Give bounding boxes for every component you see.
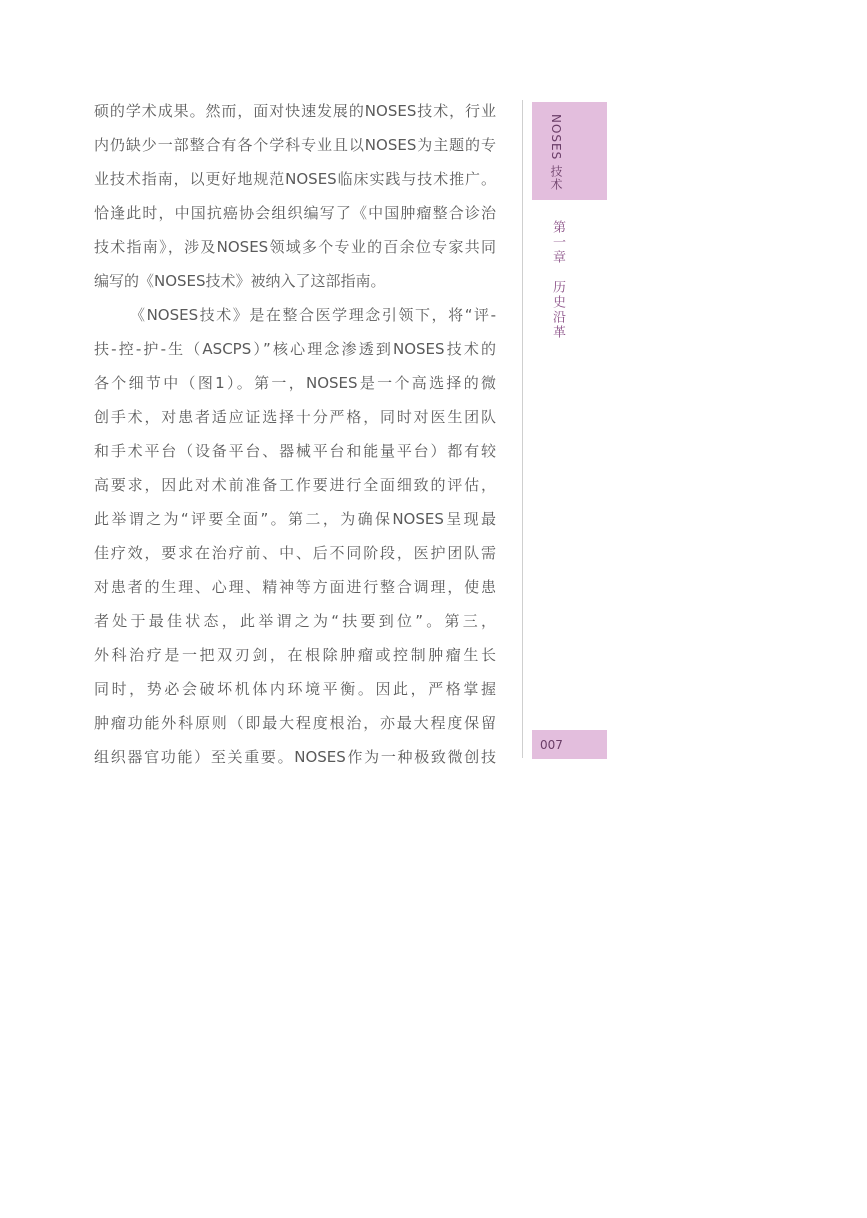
text-line: 创手术，对患者适应证选择十分严格，同时对医生团队	[94, 408, 496, 426]
text-line: 《NOSES技术》是在整合医学理念引领下，将“评-	[130, 306, 496, 324]
text-line: 技术指南》，涉及NOSES领域多个专业的百余位专家共同	[94, 238, 496, 256]
page-number: 007	[540, 738, 563, 752]
text-line: 恰逢此时，中国抗癌协会组织编写了《中国肿瘤整合诊治	[94, 204, 496, 222]
margin-divider	[522, 100, 523, 758]
text-line: 肿瘤功能外科原则（即最大程度根治，亦最大程度保留	[94, 714, 496, 732]
text-line: 此举谓之为“评要全面”。第二，为确保NOSES呈现最	[94, 510, 496, 528]
chapter-title: 第一章 历史沿革	[550, 220, 565, 340]
text-line: 硕的学术成果。然而，面对快速发展的NOSES技术，行业	[94, 102, 496, 120]
text-line: 高要求，因此对术前准备工作要进行全面细致的评估，	[94, 476, 496, 494]
text-line: 内仍缺少一部整合有各个学科专业且以NOSES为主题的专	[94, 136, 496, 154]
text-line: 外科治疗是一把双刃剑，在根除肿瘤或控制肿瘤生长	[94, 646, 496, 664]
text-line: 业技术指南，以更好地规范NOSES临床实践与技术推广。	[94, 170, 496, 188]
text-line: 编写的《NOSES技术》被纳入了这部指南。	[94, 272, 386, 290]
book-title-tab	[532, 102, 607, 200]
text-line: 佳疗效，要求在治疗前、中、后不同阶段，医护团队需	[94, 544, 496, 562]
text-line: 和手术平台（设备平台、器械平台和能量平台）都有较	[94, 442, 496, 460]
text-line: 各个细节中（图1）。第一，NOSES是一个高选择的微	[94, 374, 496, 392]
text-line: 组织器官功能）至关重要。NOSES作为一种极致微创技	[94, 748, 496, 766]
text-line: 同时，势必会破坏机体内环境平衡。因此，严格掌握	[94, 680, 496, 698]
text-line: 扶-控-护-生（ASCPS）”核心理念渗透到NOSES技术的	[94, 340, 496, 358]
text-line: 者处于最佳状态，此举谓之为“扶要到位”。第三，	[94, 612, 496, 630]
book-title: NOSES 技术	[549, 114, 563, 192]
body-text	[94, 94, 496, 774]
text-line: 对患者的生理、心理、精神等方面进行整合调理，使患	[94, 578, 496, 596]
